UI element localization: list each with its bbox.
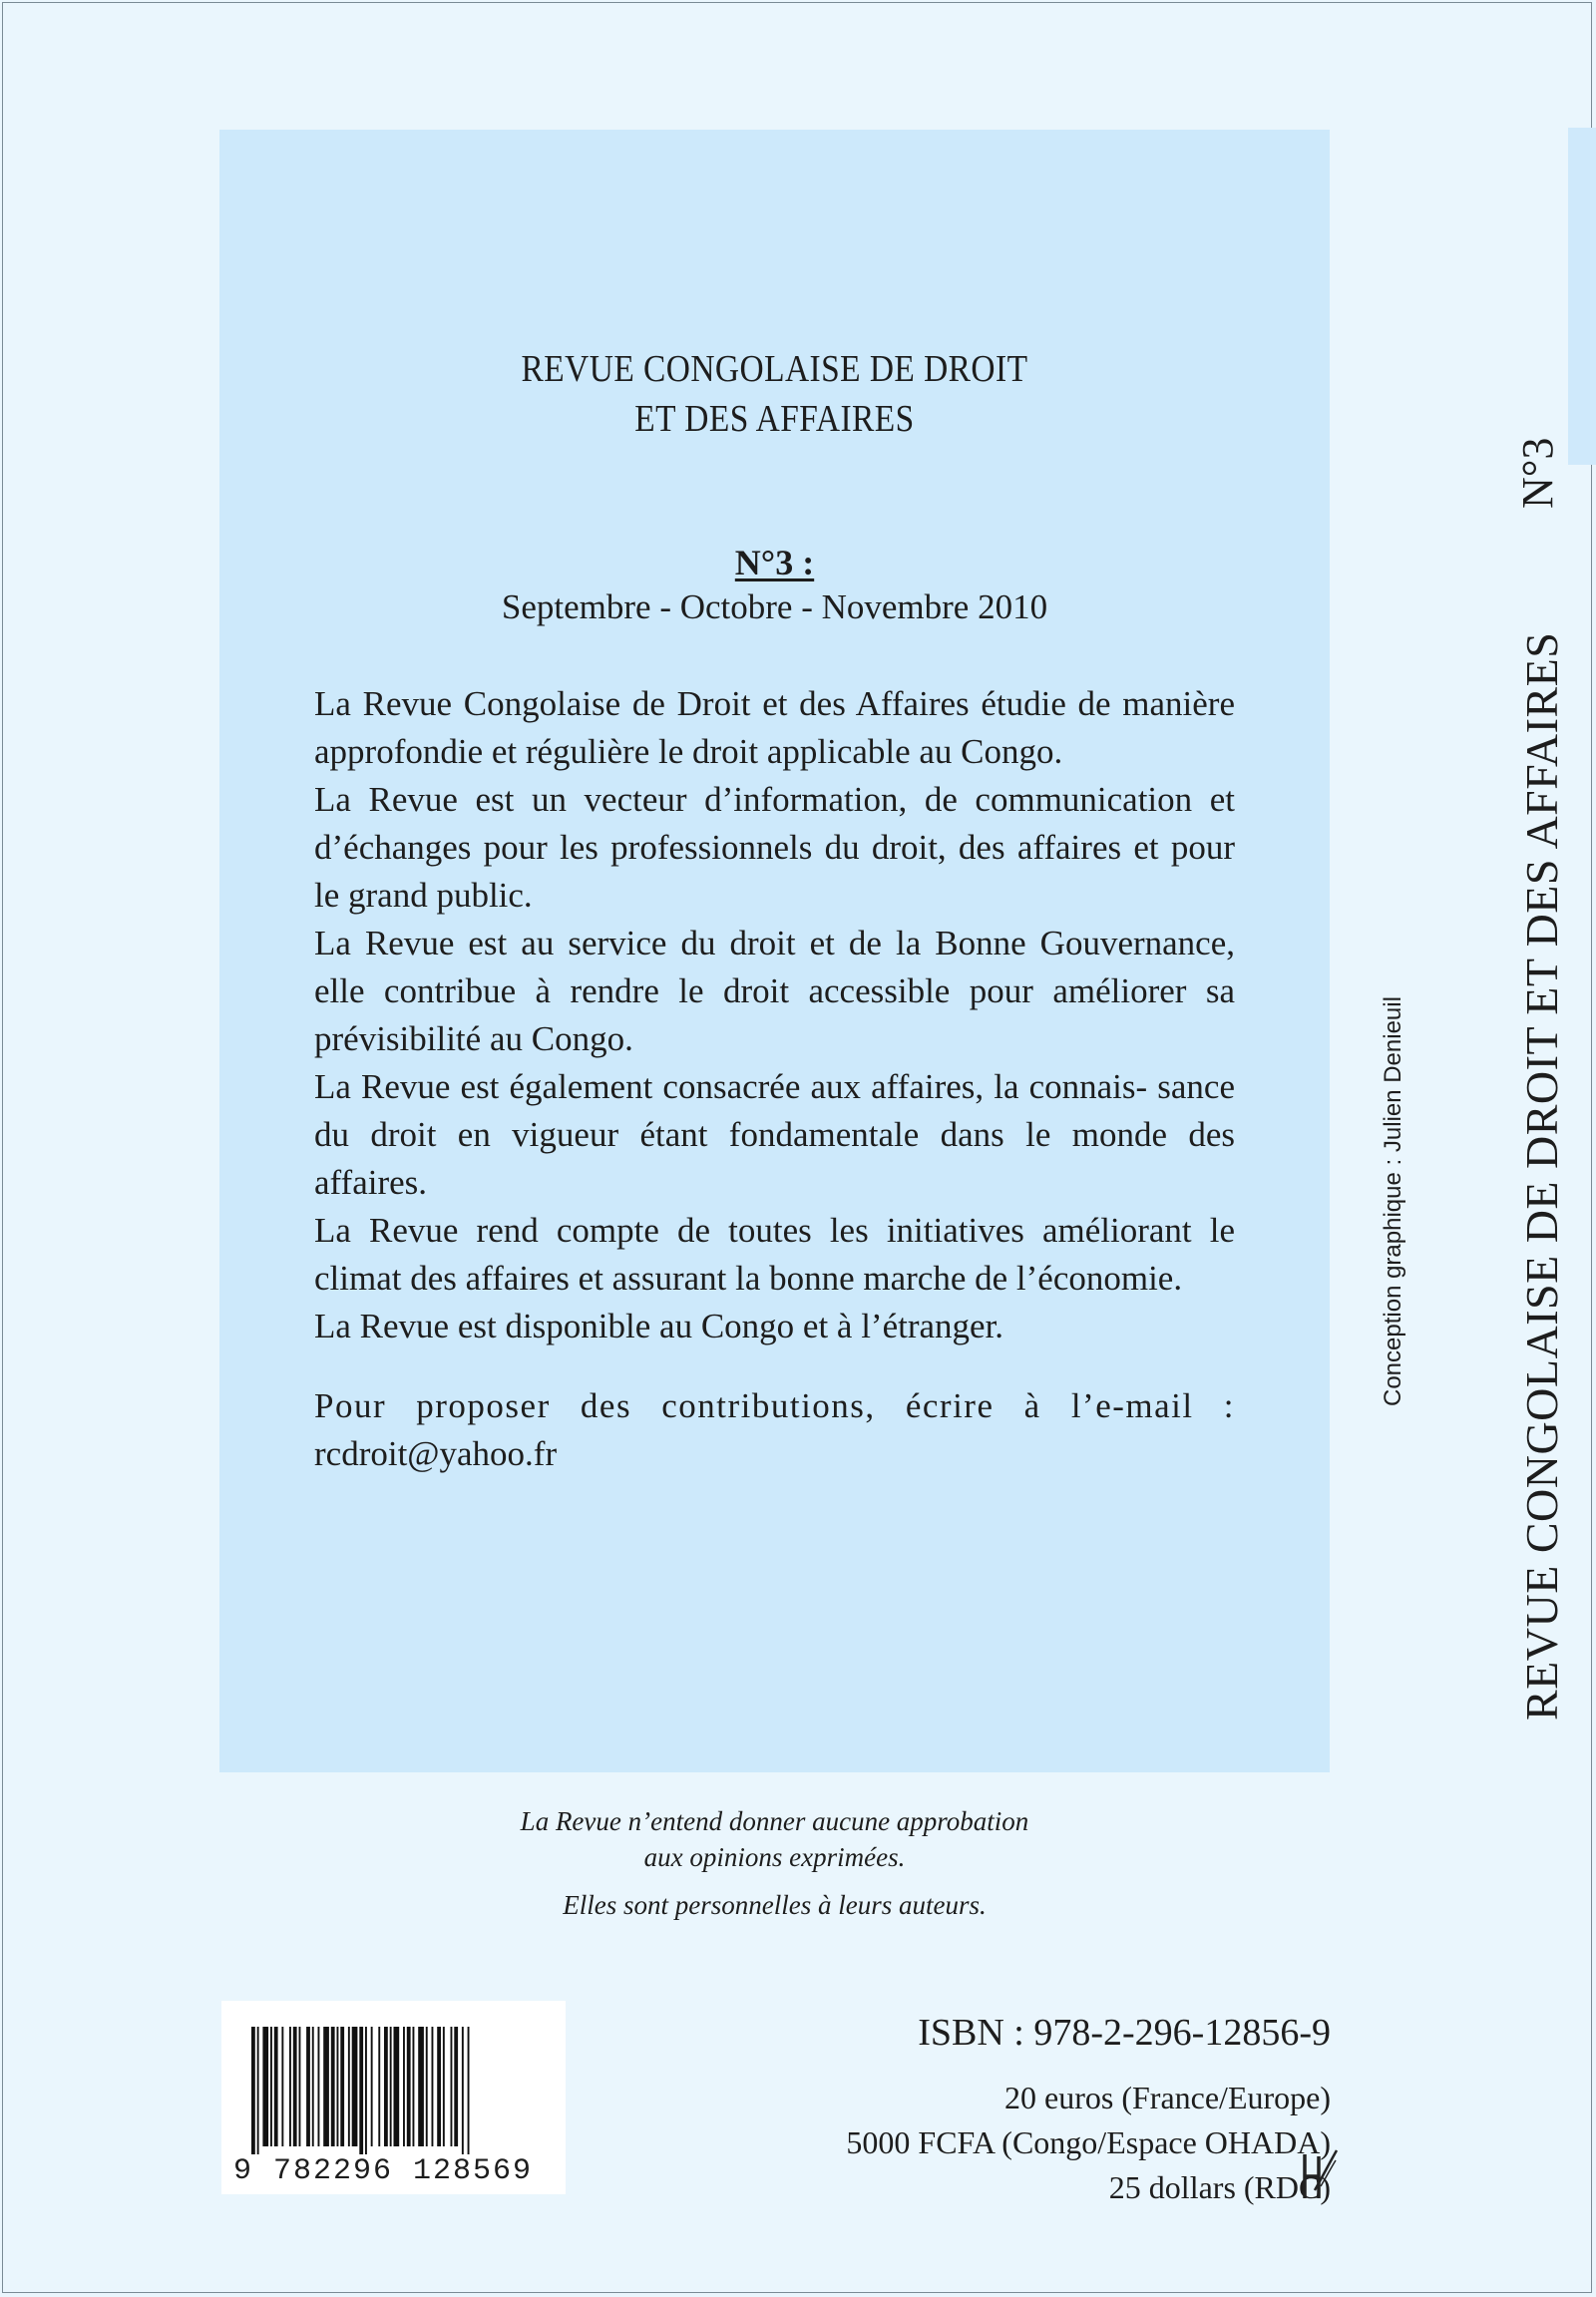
barcode-digits: 9 782296 128569 <box>233 2154 534 2188</box>
description-paragraph-6: La Revue est disponible au Congo et à l’étranger. <box>314 1307 1004 1345</box>
issue-number-text: N°3 : <box>734 543 815 582</box>
price-europe: 20 euros (France/Europe) <box>1004 2080 1331 2115</box>
disclaimer-line-2: aux opinions exprimées. <box>643 1842 906 1872</box>
description-paragraph-4: La Revue est également consacrée aux affaires, la connais- sance du droit en vigueur étant fondamentale dans le monde des affaires. <box>314 1067 1235 1202</box>
prices <box>846 2076 1331 2210</box>
barcode-bars-icon <box>251 2027 536 2154</box>
design-credit: Conception graphique : Julien Denieuil <box>1380 996 1406 1406</box>
description-paragraph-2: La Revue est un vecteur d’information, de communication et d’échanges pour les professionnels du droit, des affaires et pour le grand public. <box>314 780 1235 915</box>
isbn: ISBN : 978-2-296-12856-9 <box>918 2012 1331 2054</box>
disclaimer-line-1: La Revue n’entend donner aucune approbation <box>520 1806 1029 1836</box>
barcode <box>221 2001 566 2194</box>
description-paragraph-1: La Revue Congolaise de Droit et des Affaires étudie de manière approfondie et régulière le droit applicable au Congo. <box>314 684 1235 771</box>
contact-email: rcdroit@yahoo.fr <box>314 1434 558 1473</box>
harmattan-logo-icon <box>1299 2146 1339 2202</box>
issue-period: Septembre - Octobre - Novembre 2010 <box>501 587 1048 626</box>
description-paragraph-5: La Revue rend compte de toutes les initiatives améliorant le climat des affaires et assurant la bonne marche de l’économie. <box>314 1211 1235 1298</box>
cover-title <box>286 344 1263 444</box>
cover-title-line-2: ET DES AFFAIRES <box>634 398 915 440</box>
cover-title-line-1: REVUE CONGOLAISE DE DROIT <box>521 348 1028 390</box>
issue-number <box>219 542 1330 583</box>
price-congo: 5000 FCFA (Congo/Espace OHADA) <box>846 2124 1331 2160</box>
spine-number: N°3 <box>1513 437 1562 509</box>
spine-color-strip <box>1568 128 1596 465</box>
contact-text: Pour proposer des contributions, écrire à l’e-mail : <box>314 1386 1235 1425</box>
disclaimer <box>219 1803 1330 1923</box>
spine-title: REVUE CONGOLAISE DE DROIT ET DES AFFAIRES <box>1516 631 1567 1721</box>
price-rdc: 25 dollars (RDC) <box>1108 2169 1331 2205</box>
disclaimer-line-3: Elles sont personnelles à leurs auteurs. <box>563 1890 987 1920</box>
description-paragraph-3: La Revue est au service du droit et de la Bonne Gouvernance, elle contribue à rendre le droit accessible pour améliorer sa prévisibilité au Congo. <box>314 924 1235 1058</box>
description-text <box>314 680 1235 1478</box>
